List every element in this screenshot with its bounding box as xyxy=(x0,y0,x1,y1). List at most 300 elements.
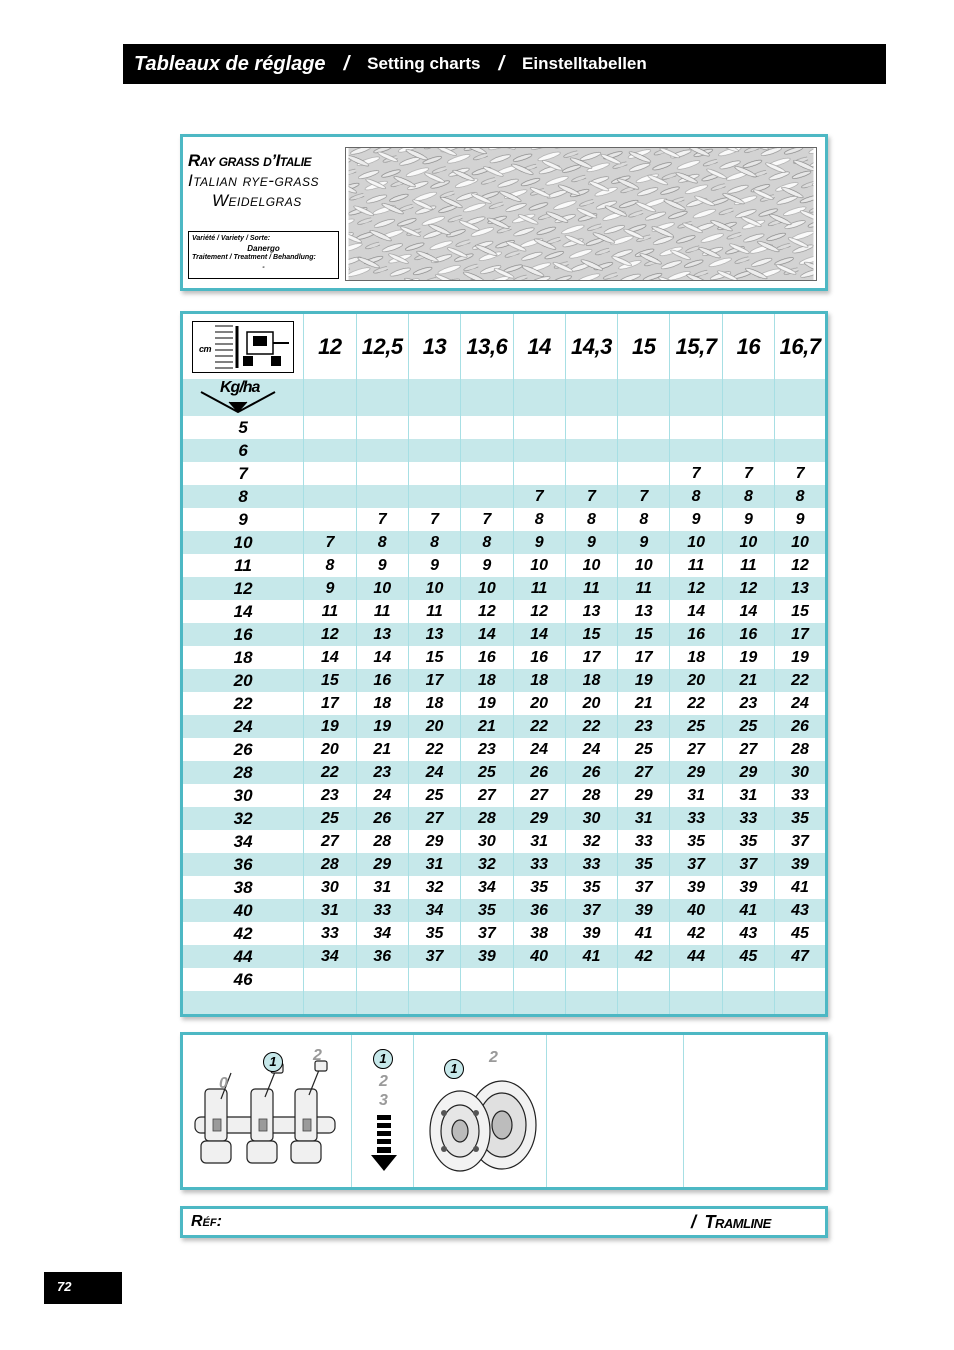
table-cell: 14 xyxy=(670,600,722,623)
product-panel xyxy=(180,134,828,291)
setting-table xyxy=(183,314,825,1014)
table-cell: 20 xyxy=(304,738,356,761)
table-cell: 19 xyxy=(618,669,670,692)
table-cell: 39 xyxy=(618,899,670,922)
table-cell: 23 xyxy=(722,692,774,715)
table-cell: 18 xyxy=(356,692,408,715)
table-cell xyxy=(722,379,774,416)
table-cell: 28 xyxy=(461,807,513,830)
table-cell: 21 xyxy=(722,669,774,692)
table-cell: 39 xyxy=(775,853,825,876)
row-label-kg: 14 xyxy=(233,602,253,621)
flap-pos-3: 3 xyxy=(379,1092,388,1109)
table-cell: 7 xyxy=(356,508,408,531)
table-cell: 15 xyxy=(775,600,825,623)
table-cell: 43 xyxy=(722,922,774,945)
table-cell: 27 xyxy=(513,784,565,807)
table-row xyxy=(183,715,825,738)
table-cell: 34 xyxy=(461,876,513,899)
table-cell: 18 xyxy=(513,669,565,692)
table-cell: 29 xyxy=(513,807,565,830)
table-cell xyxy=(356,485,408,508)
table-cell xyxy=(670,991,722,1014)
table-cell: 12 xyxy=(304,623,356,646)
table-cell: 9 xyxy=(408,554,460,577)
table-cell: 33 xyxy=(304,922,356,945)
table-cell: 19 xyxy=(775,646,825,669)
table-cell: 13 xyxy=(408,623,460,646)
table-cell xyxy=(722,416,774,439)
table-cell: 34 xyxy=(356,922,408,945)
table-cell xyxy=(356,968,408,991)
table-cell xyxy=(461,439,513,462)
row-label-kg: 24 xyxy=(183,715,304,738)
table-cell: 10 xyxy=(565,554,617,577)
row-label-kg: 28 xyxy=(183,761,304,784)
table-cell: 31 xyxy=(618,807,670,830)
row-label-kg: 12 xyxy=(183,577,304,600)
product-name-en: Italian rye-grass xyxy=(188,171,319,190)
table-cell: 40 xyxy=(670,899,722,922)
table-cell: 41 xyxy=(775,876,825,899)
flap-pos-1: 1 xyxy=(373,1049,393,1069)
table-cell: 37 xyxy=(461,922,513,945)
table-cell: 14 xyxy=(356,646,408,669)
agitator-setting xyxy=(183,1035,351,1187)
table-row xyxy=(183,738,825,761)
title-fr: Tableaux de réglage xyxy=(134,52,326,75)
table-cell: 9 xyxy=(304,577,356,600)
table-cell: 42 xyxy=(670,922,722,945)
tramline-text: Tramline xyxy=(704,1212,771,1232)
table-cell xyxy=(408,462,460,485)
product-name-fr: Ray grass d’Italie xyxy=(188,151,312,170)
table-row xyxy=(183,531,825,554)
table-cell: 39 xyxy=(670,876,722,899)
title-separator: / xyxy=(498,52,505,75)
table-cell: 9 xyxy=(461,554,513,577)
table-cell: 18 xyxy=(408,692,460,715)
title-en: Setting charts xyxy=(367,54,481,73)
table-cell: 8 xyxy=(513,508,565,531)
table-cell: 10 xyxy=(775,531,825,554)
table-cell: 8 xyxy=(722,485,774,508)
table-row xyxy=(183,761,825,784)
table-cell xyxy=(461,416,513,439)
agitator-pos-2: 2 xyxy=(313,1047,322,1064)
empty-setting-cell xyxy=(546,1035,684,1187)
table-cell: 29 xyxy=(356,853,408,876)
table-cell: 27 xyxy=(408,807,460,830)
table-cell: 11 xyxy=(304,600,356,623)
table-cell: 22 xyxy=(775,669,825,692)
row-label-kg: 18 xyxy=(233,648,253,667)
table-cell xyxy=(356,462,408,485)
drive-wheel-illustration xyxy=(424,1073,542,1183)
table-cell: 25 xyxy=(618,738,670,761)
table-cell: 18 xyxy=(670,646,722,669)
table-cell: 30 xyxy=(565,807,617,830)
table-cell: 16 xyxy=(356,669,408,692)
table-row xyxy=(183,876,825,899)
table-cell: 33 xyxy=(618,830,670,853)
table-cell: 21 xyxy=(618,692,670,715)
table-cell xyxy=(775,416,825,439)
table-cell: 33 xyxy=(722,807,774,830)
table-cell: 7 xyxy=(618,485,670,508)
wheel-pos-2: 2 xyxy=(489,1049,498,1066)
table-cell: 44 xyxy=(670,945,722,968)
table-cell xyxy=(408,485,460,508)
treatment-value: - xyxy=(262,263,265,271)
table-cell: 20 xyxy=(565,692,617,715)
table-cell xyxy=(513,462,565,485)
table-cell xyxy=(565,439,617,462)
table-cell: 36 xyxy=(356,945,408,968)
table-cell xyxy=(722,968,774,991)
table-cell xyxy=(356,991,408,1014)
row-label-kg: 44 xyxy=(183,945,304,968)
table-cell: 27 xyxy=(722,738,774,761)
table-cell: 13 xyxy=(775,577,825,600)
table-cell: 23 xyxy=(304,784,356,807)
table-cell xyxy=(775,991,825,1014)
table-cell: 25 xyxy=(304,807,356,830)
table-cell: 29 xyxy=(618,784,670,807)
table-cell xyxy=(408,416,460,439)
table-cell: 25 xyxy=(722,715,774,738)
table-cell: 26 xyxy=(775,715,825,738)
table-cell: 22 xyxy=(408,738,460,761)
table-cell: 19 xyxy=(722,646,774,669)
column-header: 15,7 xyxy=(670,314,722,379)
table-cell: 25 xyxy=(461,761,513,784)
table-cell: 19 xyxy=(304,715,356,738)
table-cell: 26 xyxy=(513,761,565,784)
table-cell: 22 xyxy=(513,715,565,738)
table-cell: 7 xyxy=(670,462,722,485)
table-cell xyxy=(513,968,565,991)
table-cell: 12 xyxy=(775,554,825,577)
row-label-kg: 10 xyxy=(183,531,304,554)
table-cell: 13 xyxy=(618,600,670,623)
product-name-de: Weidelgras xyxy=(212,191,302,210)
table-cell: 27 xyxy=(618,761,670,784)
table-cell xyxy=(408,379,460,416)
table-cell: 7 xyxy=(513,485,565,508)
row-label-kg: 30 xyxy=(233,786,253,805)
table-cell: 25 xyxy=(408,784,460,807)
seed-photo xyxy=(345,147,817,281)
row-label-kg: 5 xyxy=(238,418,248,437)
setting-table-panel xyxy=(180,311,828,1017)
table-cell: 30 xyxy=(304,876,356,899)
row-label-kg: 36 xyxy=(183,853,304,876)
table-cell xyxy=(513,416,565,439)
table-cell: 8 xyxy=(408,531,460,554)
table-cell: 15 xyxy=(408,646,460,669)
table-row xyxy=(183,600,825,623)
table-cell xyxy=(304,416,356,439)
table-cell: 13 xyxy=(356,623,408,646)
column-header: 13,6 xyxy=(461,314,513,379)
row-label-kg: 34 xyxy=(233,832,253,851)
table-row xyxy=(183,968,825,991)
table-cell: 11 xyxy=(513,577,565,600)
table-cell: 14 xyxy=(304,646,356,669)
table-cell: 21 xyxy=(461,715,513,738)
table-cell: 31 xyxy=(722,784,774,807)
table-row xyxy=(183,416,825,439)
table-cell: 8 xyxy=(565,508,617,531)
table-cell: 29 xyxy=(408,830,460,853)
table-cell xyxy=(304,968,356,991)
table-cell: 8 xyxy=(356,531,408,554)
row-label-kg: 7 xyxy=(238,464,248,483)
table-cell xyxy=(304,462,356,485)
table-cell: 31 xyxy=(356,876,408,899)
product-info-box xyxy=(188,231,339,279)
table-cell: 20 xyxy=(408,715,460,738)
table-cell xyxy=(670,439,722,462)
table-cell: 18 xyxy=(565,669,617,692)
table-row xyxy=(183,807,825,830)
table-cell: 41 xyxy=(722,899,774,922)
column-header: 12 xyxy=(304,314,356,379)
ref-label: Réf: xyxy=(191,1213,222,1230)
table-cell: 31 xyxy=(304,899,356,922)
reference-bar xyxy=(180,1206,828,1238)
empty-setting-cell xyxy=(683,1035,826,1187)
table-cell xyxy=(565,379,617,416)
table-cell: 8 xyxy=(775,485,825,508)
column-header: 16,7 xyxy=(775,314,825,379)
table-cell: 35 xyxy=(618,853,670,876)
table-cell: 41 xyxy=(565,945,617,968)
table-cell: 12 xyxy=(722,577,774,600)
table-cell xyxy=(304,991,356,1014)
table-cell: 36 xyxy=(513,899,565,922)
table-cell xyxy=(461,968,513,991)
table-cell: 28 xyxy=(775,738,825,761)
table-cell: 22 xyxy=(565,715,617,738)
title-separator: / xyxy=(343,52,350,75)
table-cell: 9 xyxy=(618,531,670,554)
table-row xyxy=(183,669,825,692)
tramline-label xyxy=(691,1212,771,1233)
table-cell: 24 xyxy=(408,761,460,784)
table-cell: 13 xyxy=(565,600,617,623)
table-cell: 22 xyxy=(670,692,722,715)
table-cell: 35 xyxy=(775,807,825,830)
table-cell xyxy=(618,462,670,485)
row-label-kg: 26 xyxy=(233,740,253,759)
table-cell xyxy=(618,439,670,462)
table-row xyxy=(183,830,825,853)
table-cell: 15 xyxy=(304,669,356,692)
row-label-kg: 32 xyxy=(183,807,304,830)
table-cell: 39 xyxy=(565,922,617,945)
table-cell xyxy=(408,968,460,991)
table-cell xyxy=(670,416,722,439)
table-cell: 28 xyxy=(565,784,617,807)
table-cell: 19 xyxy=(461,692,513,715)
row-label-kg: 11 xyxy=(234,556,252,575)
table-cell: 9 xyxy=(775,508,825,531)
row-label-kg: 40 xyxy=(183,899,304,922)
table-row xyxy=(183,554,825,577)
table-cell: 11 xyxy=(356,600,408,623)
table-cell: 32 xyxy=(408,876,460,899)
table-cell: 7 xyxy=(304,531,356,554)
table-cell: 21 xyxy=(356,738,408,761)
table-row xyxy=(183,784,825,807)
table-cell xyxy=(461,379,513,416)
table-cell: 32 xyxy=(461,853,513,876)
agitator-illustration xyxy=(191,1059,341,1179)
table-row xyxy=(183,577,825,600)
table-cell: 10 xyxy=(408,577,460,600)
row-label-kg: 46 xyxy=(233,970,253,989)
table-cell: 17 xyxy=(775,623,825,646)
table-cell: 27 xyxy=(461,784,513,807)
table-cell: 28 xyxy=(356,830,408,853)
table-cell: 35 xyxy=(408,922,460,945)
table-cell: 10 xyxy=(670,531,722,554)
table-cell: 31 xyxy=(408,853,460,876)
table-cell: 22 xyxy=(304,761,356,784)
kg-ha-cell xyxy=(183,379,304,416)
table-cell: 28 xyxy=(304,853,356,876)
table-cell xyxy=(356,439,408,462)
table-cell: 33 xyxy=(775,784,825,807)
table-cell: 16 xyxy=(513,646,565,669)
column-header: 14,3 xyxy=(565,314,617,379)
table-cell xyxy=(775,439,825,462)
table-cell: 35 xyxy=(722,830,774,853)
table-cell xyxy=(618,416,670,439)
table-row xyxy=(183,922,825,945)
table-cell: 30 xyxy=(775,761,825,784)
table-cell: 11 xyxy=(722,554,774,577)
table-cell: 8 xyxy=(670,485,722,508)
column-header: 13 xyxy=(408,314,460,379)
table-cell xyxy=(565,968,617,991)
drill-icon xyxy=(192,321,294,373)
table-cell: 10 xyxy=(618,554,670,577)
column-header: 16 xyxy=(722,314,774,379)
table-cell: 17 xyxy=(618,646,670,669)
table-cell xyxy=(565,416,617,439)
table-cell: 19 xyxy=(356,715,408,738)
table-cell: 8 xyxy=(304,554,356,577)
table-cell xyxy=(408,439,460,462)
table-cell: 10 xyxy=(722,531,774,554)
table-cell: 9 xyxy=(356,554,408,577)
table-cell: 33 xyxy=(356,899,408,922)
wheel-setting xyxy=(413,1035,547,1187)
table-cell: 35 xyxy=(565,876,617,899)
table-cell: 20 xyxy=(513,692,565,715)
table-row xyxy=(183,692,825,715)
table-cell: 9 xyxy=(670,508,722,531)
table-cell: 26 xyxy=(565,761,617,784)
table-cell: 23 xyxy=(618,715,670,738)
kg-ha-row xyxy=(183,379,825,416)
treatment-label: Traitement / Treatment / Behandlung: xyxy=(192,254,316,261)
table-cell: 7 xyxy=(408,508,460,531)
table-cell: 45 xyxy=(722,945,774,968)
column-header: 14 xyxy=(513,314,565,379)
table-cell: 26 xyxy=(356,807,408,830)
table-cell: 35 xyxy=(513,876,565,899)
table-cell xyxy=(461,462,513,485)
table-cell: 11 xyxy=(670,554,722,577)
table-cell: 9 xyxy=(722,508,774,531)
table-cell xyxy=(722,439,774,462)
table-cell xyxy=(722,991,774,1014)
table-cell: 15 xyxy=(618,623,670,646)
table-cell: 34 xyxy=(408,899,460,922)
flap-pos-2: 2 xyxy=(379,1073,388,1090)
table-row xyxy=(183,899,825,922)
table-cell xyxy=(408,991,460,1014)
table-cell: 40 xyxy=(513,945,565,968)
table-cell: 31 xyxy=(670,784,722,807)
table-cell: 14 xyxy=(722,600,774,623)
page-number: 72 xyxy=(44,1272,122,1304)
table-cell xyxy=(618,379,670,416)
table-cell xyxy=(618,991,670,1014)
table-row xyxy=(183,485,825,508)
table-cell xyxy=(304,379,356,416)
settings-panel xyxy=(180,1032,828,1190)
tramline-separator: / xyxy=(691,1212,696,1232)
table-cell xyxy=(670,379,722,416)
table-cell: 42 xyxy=(618,945,670,968)
table-cell: 33 xyxy=(513,853,565,876)
table-cell: 17 xyxy=(304,692,356,715)
table-cell: 29 xyxy=(722,761,774,784)
table-row xyxy=(183,945,825,968)
table-cell: 24 xyxy=(775,692,825,715)
table-cell: 23 xyxy=(461,738,513,761)
table-cell: 14 xyxy=(513,623,565,646)
table-cell: 27 xyxy=(304,830,356,853)
table-cell: 11 xyxy=(618,577,670,600)
table-cell: 16 xyxy=(461,646,513,669)
table-row xyxy=(183,646,825,669)
table-row xyxy=(183,991,825,1014)
drill-width-icon-cell xyxy=(183,314,304,379)
table-cell xyxy=(304,508,356,531)
table-cell: 11 xyxy=(408,600,460,623)
table-cell xyxy=(304,439,356,462)
table-cell: 16 xyxy=(722,623,774,646)
table-cell: 7 xyxy=(775,462,825,485)
table-cell: 43 xyxy=(775,899,825,922)
title-de: Einstelltabellen xyxy=(522,54,647,73)
table-cell: 18 xyxy=(461,669,513,692)
table-cell xyxy=(513,991,565,1014)
table-cell: 34 xyxy=(304,945,356,968)
table-cell xyxy=(618,968,670,991)
column-header: 12,5 xyxy=(356,314,408,379)
table-cell: 45 xyxy=(775,922,825,945)
table-cell xyxy=(775,379,825,416)
agitator-pos-0: 0 xyxy=(219,1075,228,1092)
variety-value: Danergo xyxy=(247,243,280,253)
